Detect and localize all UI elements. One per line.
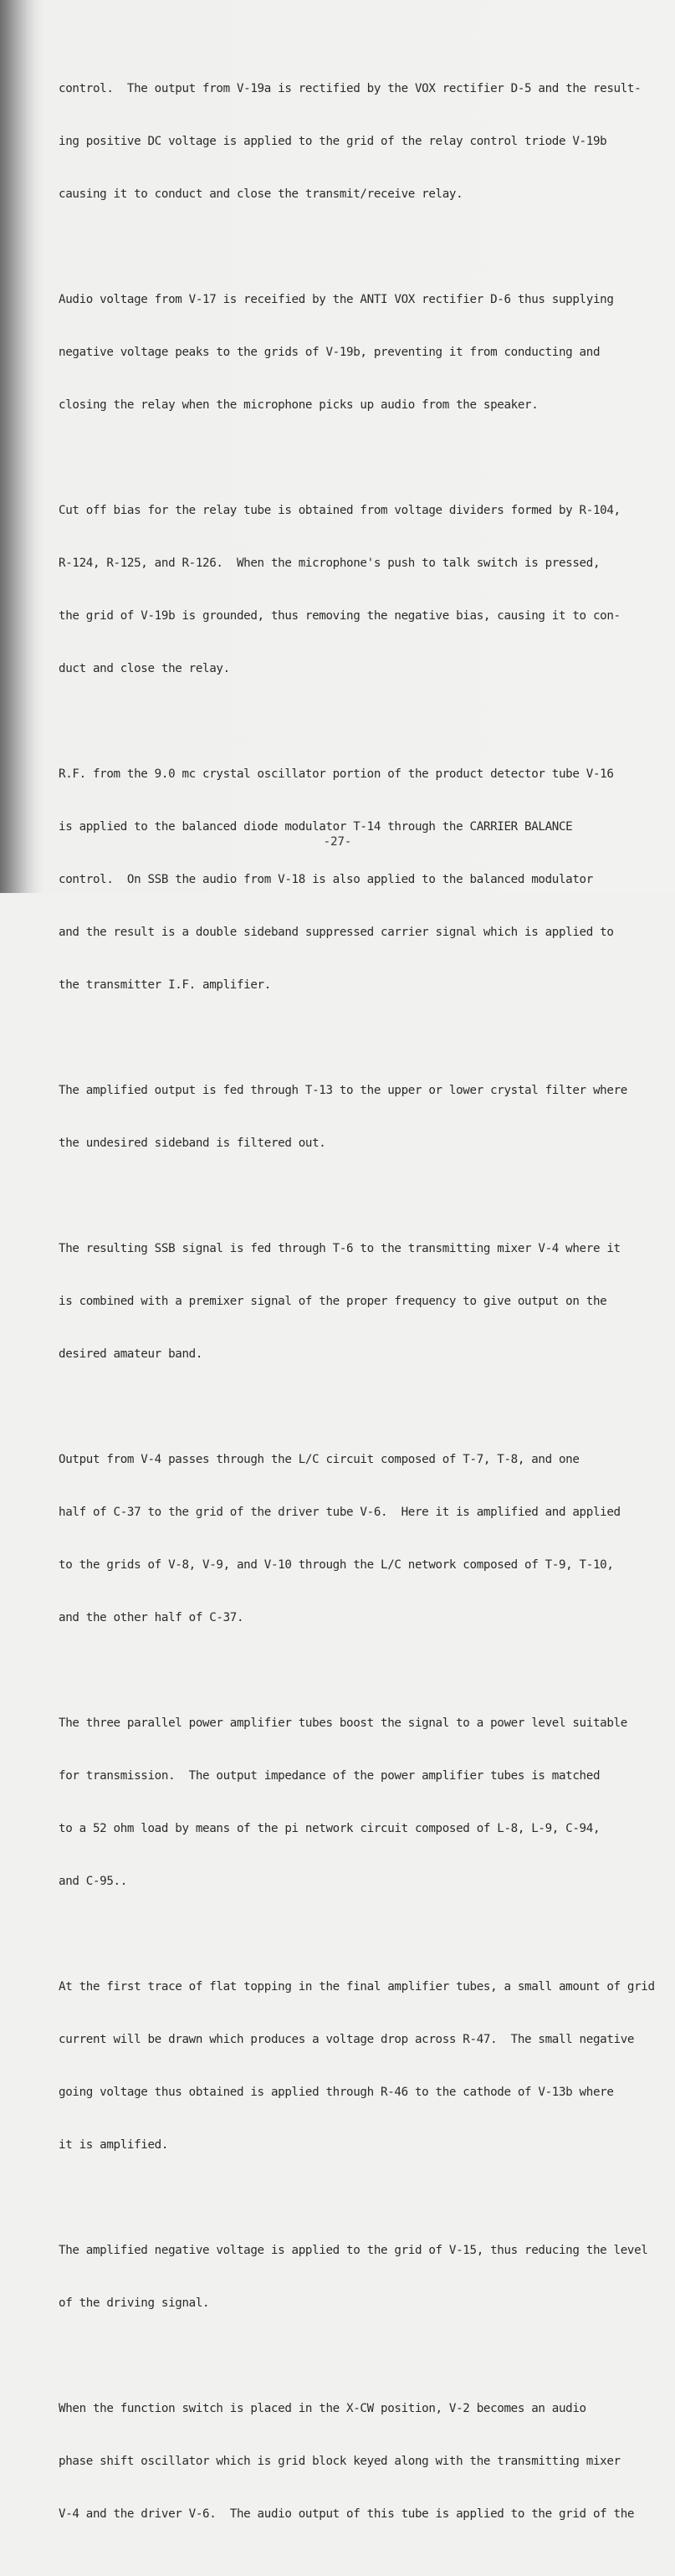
text-line: the transmitter I.F. amplifier.: [59, 978, 271, 992]
text-line: The resulting SSB signal is fed through T-6 to the transmitting mixer V-4 where it: [59, 1242, 621, 1255]
text-line: is combined with a premixer signal of the proper frequency to give output on the: [59, 1295, 607, 1308]
text-line: duct and close the relay.: [59, 662, 230, 675]
body-text: [59, 45, 661, 2576]
text-line: to a 52 ohm load by means of the pi network circuit composed of L-8, L-9, C-94,: [59, 1822, 601, 1835]
text-line: phase shift oscillator which is grid block keyed along with the transmitting mixer: [59, 2455, 621, 2468]
page-number: -27-: [323, 835, 352, 849]
text-line: half of C-37 to the grid of the driver tube V-6. Here it is amplified and applied: [59, 1506, 621, 1519]
text-line: control. The output from V-19a is rectified by the VOX rectifier D-5 and the result-: [59, 82, 642, 95]
text-line: closing the relay when the microphone picks up audio from the speaker.: [59, 398, 539, 412]
paragraph-crystal-filter: [59, 1047, 661, 1188]
paragraph-flat-topping: [59, 1943, 661, 2189]
text-line: and C-95..: [59, 1875, 127, 1888]
text-line: it is amplified.: [59, 2138, 169, 2152]
text-line: The amplified negative voltage is applied to the grid of V-15, thus reducing the level: [59, 2244, 648, 2257]
text-line: The amplified output is fed through T-13 to the upper or lower crystal filter where: [59, 1084, 627, 1097]
text-line: At the first trace of flat topping in the final amplifier tubes, a small amount of grid: [59, 1980, 655, 1994]
text-line: Cut off bias for the relay tube is obtained from voltage dividers formed by R-104,: [59, 504, 621, 517]
text-line: current will be drawn which produces a voltage drop across R-47. The small negative: [59, 2033, 635, 2046]
text-line: Output from V-4 passes through the L/C circuit composed of T-7, T-8, and one: [59, 1453, 580, 1466]
text-line: Audio voltage from V-17 is receified by the ANTI VOX rectifier D-6 thus supplying: [59, 293, 614, 306]
paragraph-alc: [59, 2207, 661, 2348]
text-line: desired amateur band.: [59, 1347, 203, 1361]
paragraph-ssb-mixer: [59, 1205, 661, 1398]
text-line: the undesired sideband is filtered out.: [59, 1137, 326, 1150]
text-line: and the other half of C-37.: [59, 1611, 244, 1624]
paragraph-anti-vox: [59, 256, 661, 449]
text-line: causing it to conduct and close the transmit/receive relay.: [59, 187, 463, 201]
paragraph-vox-control: [59, 45, 661, 239]
paragraph-driver: [59, 1416, 661, 1662]
paragraph-x-cw: [59, 2365, 661, 2558]
text-line: control. On SSB the audio from V-18 is also applied to the balanced modulator: [59, 873, 593, 886]
text-line: and the result is a double sideband suppressed carrier signal which is applied to: [59, 926, 614, 939]
text-line: to the grids of V-8, V-9, and V-10 through the L/C network composed of T-9, T-10,: [59, 1558, 614, 1572]
text-line: going voltage thus obtained is applied through R-46 to the cathode of V-13b where: [59, 2086, 614, 2099]
text-line: The three parallel power amplifier tubes boost the signal to a power level suitable: [59, 1716, 627, 1730]
text-line: for transmission. The output impedance of the power amplifier tubes is matched: [59, 1769, 601, 1783]
text-line: ing positive DC voltage is applied to the grid of the relay control triode V-19b: [59, 135, 607, 148]
text-line: When the function switch is placed in the X-CW position, V-2 becomes an audio: [59, 2402, 586, 2415]
text-line: of the driving signal.: [59, 2296, 210, 2310]
text-line: the grid of V-19b is grounded, thus removing the negative bias, causing it to con-: [59, 609, 621, 623]
text-line: V-4 and the driver V-6. The audio output of this tube is applied to the grid of the: [59, 2507, 635, 2521]
text-line: is applied to the balanced diode modulator T-14 through the CARRIER BALANCE: [59, 820, 573, 834]
paragraph-cutoff-bias: [59, 467, 661, 713]
text-line: R-124, R-125, and R-126. When the microphone's push to talk switch is pressed,: [59, 557, 601, 570]
text-line: negative voltage peaks to the grids of V-19b, preventing it from conducting and: [59, 346, 601, 359]
paragraph-power-amplifier: [59, 1680, 661, 1926]
paragraph-rf-oscillator: [59, 731, 661, 1029]
text-line: R.F. from the 9.0 mc crystal oscillator portion of the product detector tube V-16: [59, 767, 614, 781]
